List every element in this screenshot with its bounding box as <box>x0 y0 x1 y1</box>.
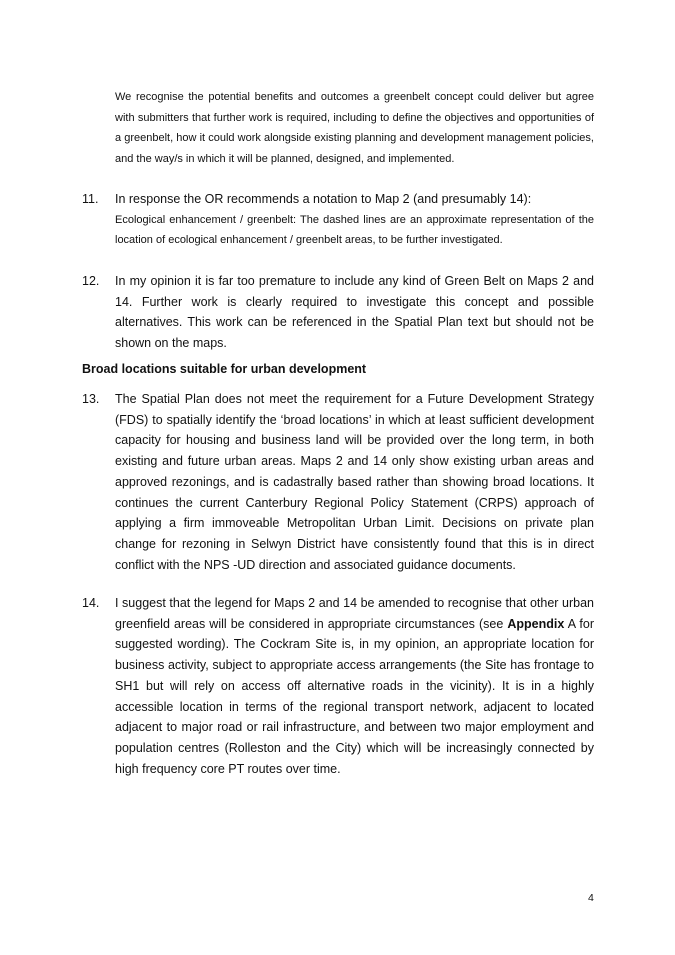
item-14-number: 14. <box>82 596 100 610</box>
item-14-text <box>115 593 594 779</box>
item-14-text-before: I suggest that the legend for Maps 2 and 14 be amended to recognise that other urban greenfield areas will be considered in appropriate circumstances (see <box>115 596 594 631</box>
item-13-number: 13. <box>82 392 100 406</box>
item-11-note: Ecological enhancement / greenbelt: The dashed lines are an approximate representation of the location of ecological enhancement / greenbelt areas, to be further investigated. <box>115 213 594 247</box>
page-number: 4 <box>588 892 594 904</box>
item-11-lead: In response the OR recommends a notation to Map 2 (and presumably 14): <box>115 192 532 206</box>
intro-paragraph: We recognise the potential benefits and outcomes a greenbelt concept could deliver but agree with submitters that further work is required, including to define the objectives and opportunities of a greenbelt, how it could work alongside existing planning and development management policies, and the way/s in which it will be planned, designed, and implemented. <box>115 91 594 165</box>
item-12-text: In my opinion it is far too premature to include any kind of Green Belt on Maps 2 and 14. Further work is clearly required to investigate this concept and possible alternatives. This work can be referenced in the Spatial Plan text but should not be shown on the maps. <box>115 274 594 351</box>
item-13-text: The Spatial Plan does not meet the requirement for a Future Development Strategy (FDS) to spatially identify the ‘broad locations’ in which at least sufficient development capacity for housing and business land will be provided over the long term, in both existing and future urban areas. Maps 2 and 14 only show existing urban areas and approved rezonings, and is cadastrally based rather than showing broad locations. It continues the current Canterbury Regional Policy Statement (CRPS) approach of applying a firm immoveable Metropolitan Urban Limit. Decisions on private plan change for rezoning in Selwyn District have consistently found that this is in direct conflict with the NPS -UD direction and associated guidance documents. <box>115 392 594 572</box>
section-heading: Broad locations suitable for urban development <box>82 362 367 376</box>
appendix-reference: Appendix <box>507 616 565 631</box>
item-11-body <box>115 189 594 251</box>
item-14-text-after: A for suggested wording). The Cockram Site is, in my opinion, an appropriate location for business activity, subject to appropriate access arrangements (the Site has frontage to SH1 but will rely on access off alternative roads in the vicinity). It is in a highly accessible location in terms of the regional transport network, adjacent to located adjacent to major road or rail infrastructure, and between two major employment and population centres (Rolleston and the City) which will be increasingly connected by high frequency core PT routes over time. <box>115 616 594 776</box>
item-11-number: 11. <box>82 192 99 206</box>
item-12-number: 12. <box>82 274 100 288</box>
